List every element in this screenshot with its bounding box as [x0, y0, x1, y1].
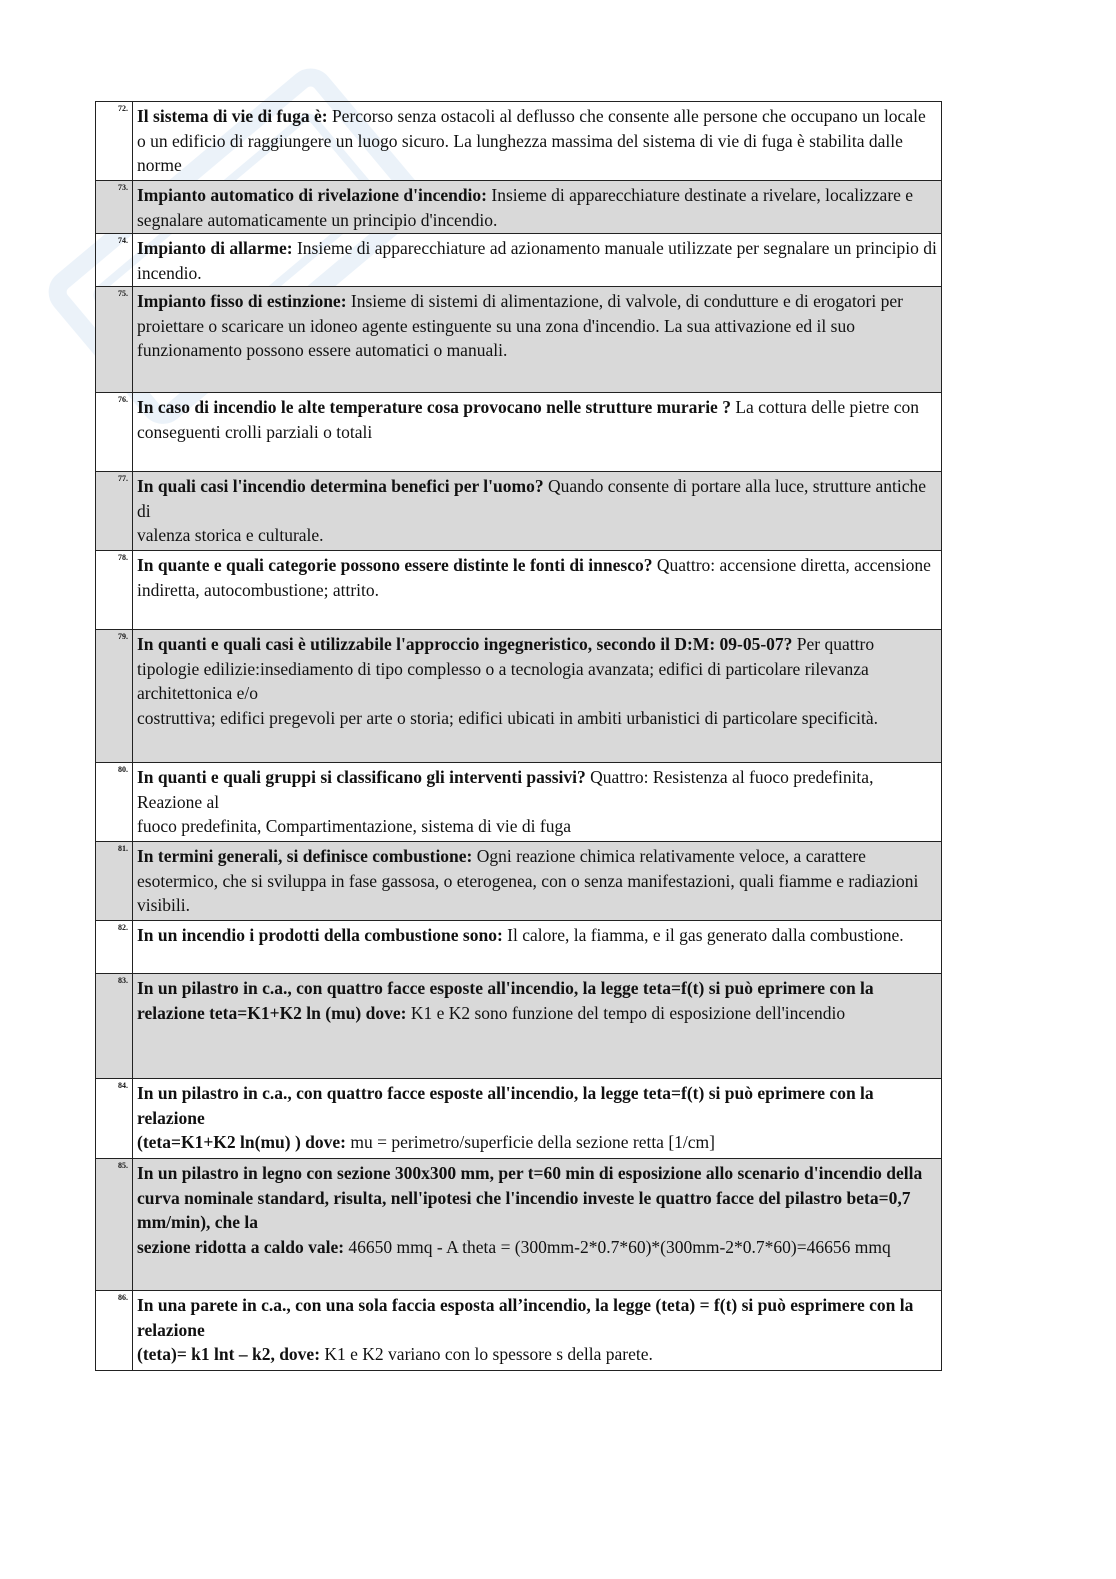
answer-text: Insieme di apparecchiature destinate a rivelare, localizzare e segnalare automaticamente un principio d'incendio. [137, 185, 914, 230]
answer-text: Il calore, la fiamma, e il gas generato dalla combustione. [502, 925, 904, 945]
question-text: Impianto di allarme: [137, 238, 293, 258]
answer-text: Ogni reazione chimica relativamente veloce, a carattere esotermico, che si sviluppa in fase gassosa, o eterogenea, con o senza manifestazioni, quali fiamme e radiazioni visibili. [137, 846, 919, 915]
row-text [133, 842, 942, 921]
row-number: 84. [96, 1079, 133, 1159]
row-text [133, 974, 942, 1079]
question-text: In un pilastro in c.a., con quattro facce esposte all'incendio, la legge teta=f(t) si può eprimere con la relazione (teta=K1+K2 ln(mu) ) dove: [137, 1083, 874, 1152]
question-text: In caso di incendio le alte temperature cosa provocano nelle strutture murarie ? [137, 397, 731, 417]
question-text: In termini generali, si definisce combustione: [137, 846, 473, 866]
answer-text: Insieme di sistemi di alimentazione, di valvole, di condutture e di erogatori per proiettare o scaricare un idoneo agente estinguente su una zona d'incendio. La sua attivazione ed il suo funzionamento possono essere automatici o manuali. [137, 291, 903, 360]
answer-text: Quattro: accensione diretta, accensione indiretta, autocombustione; attrito. [137, 555, 931, 600]
question-text: In un pilastro in c.a., con quattro facce esposte all'incendio, la legge teta=f(t) si può eprimere con la relazione teta=K1+K2 ln (mu) dove: [137, 978, 874, 1023]
row-number: 73. [96, 181, 133, 234]
question-text: In quante e quali categorie possono essere distinte le fonti di innesco? [137, 555, 653, 575]
answer-text: 46650 mmq - A theta = (300mm-2*0.7*60)*(300mm-2*0.7*60)=46656 mmq [344, 1236, 891, 1257]
answer-text: Per quattro tipologie edilizie:insediamento di tipo complesso o a tecnologia avanzata; edifici di particolare rilevanza architettonica e/o costruttiva; edifici pregevoli per arte o storia; edifici ubicati in ambiti urbanistici di particolare specificità. [137, 634, 879, 728]
question-text: In quanti e quali casi è utilizzabile l'approccio ingegneristico, secondo il D:M: 09-05-07? [137, 634, 793, 654]
answer-text: Quando consente di portare alla luce, strutture antiche di valenza storica e culturale. [137, 476, 926, 545]
answer-text: K1 e K2 sono funzione del tempo di esposizione dell'incendio [406, 1002, 846, 1023]
row-number: 78. [96, 551, 133, 630]
table-row [96, 630, 942, 763]
table-row [96, 842, 942, 921]
table-row [96, 763, 942, 842]
row-number: 81. [96, 842, 133, 921]
table-row [96, 102, 942, 181]
question-text: In quali casi l'incendio determina benefici per l'uomo? [137, 476, 544, 496]
table-row [96, 287, 942, 393]
table-row [96, 1079, 942, 1159]
row-number: 79. [96, 630, 133, 763]
qa-table [95, 101, 942, 1371]
row-text [133, 630, 942, 763]
row-text [133, 1291, 942, 1371]
row-text [133, 551, 942, 630]
question-text: In una parete in c.a., con una sola faccia esposta all’incendio, la legge (teta) = f(t) si può esprimere con la relazione (teta)= k1 lnt – k2, dove: [137, 1295, 914, 1364]
answer-text: La cottura delle pietre con conseguenti crolli parziali o totali [137, 397, 919, 442]
answer-text: K1 e K2 variano con lo spessore s della parete. [320, 1344, 653, 1364]
row-number: 74. [96, 234, 133, 287]
table-row [96, 393, 942, 472]
table-row [96, 921, 942, 974]
row-number: 76. [96, 393, 133, 472]
answer-text: Quattro: Resistenza al fuoco predefinita, Reazione al fuoco predefinita, Compartimentazione, sistema di vie di fuga [137, 767, 874, 836]
table-row [96, 1159, 942, 1291]
table-row [96, 234, 942, 287]
row-text [133, 393, 942, 472]
table-row [96, 551, 942, 630]
row-number: 83. [96, 974, 133, 1079]
question-text: Il sistema di vie di fuga è: [137, 106, 328, 126]
row-text [133, 472, 942, 551]
table-row [96, 1291, 942, 1371]
row-number: 77. [96, 472, 133, 551]
row-text [133, 1079, 942, 1159]
row-text [133, 234, 942, 287]
row-number: 80. [96, 763, 133, 842]
row-text [133, 287, 942, 393]
row-text [133, 1159, 942, 1291]
answer-text: Insieme di apparecchiature ad azionamento manuale utilizzate per segnalare un principio di incendio. [137, 238, 937, 283]
row-number: 75. [96, 287, 133, 393]
row-text [133, 102, 942, 181]
row-text [133, 921, 942, 974]
row-number: 82. [96, 921, 133, 974]
question-text: In quanti e quali gruppi si classificano gli interventi passivi? [137, 767, 586, 787]
question-text: Impianto fisso di estinzione: [137, 291, 347, 311]
table-row [96, 181, 942, 234]
answer-text: Percorso senza ostacoli al deflusso che consente alle persone che occupano un locale o un edificio di raggiungere un luogo sicuro. La lunghezza massima del sistema di vie di fuga è stabilita dalle norme [137, 106, 926, 175]
row-text [133, 181, 942, 234]
row-number: 72. [96, 102, 133, 181]
answer-text: mu = perimetro/superficie della sezione retta [1/cm] [346, 1132, 715, 1152]
table-row [96, 974, 942, 1079]
question-text: In un pilastro in legno con sezione 300x300 mm, per t=60 min di esposizione allo scenario d'incendio della curva nominale standard, risulta, nell'ipotesi che l'incendio investe le quattro facce del pilastro beta=0,7 mm/min), che la sezione ridotta a caldo vale: [137, 1163, 923, 1257]
row-number: 86. [96, 1291, 133, 1371]
row-text [133, 763, 942, 842]
question-text: Impianto automatico di rivelazione d'incendio: [137, 185, 487, 205]
row-number: 85. [96, 1159, 133, 1291]
table-row [96, 472, 942, 551]
question-text: In un incendio i prodotti della combustione sono: [137, 925, 503, 945]
